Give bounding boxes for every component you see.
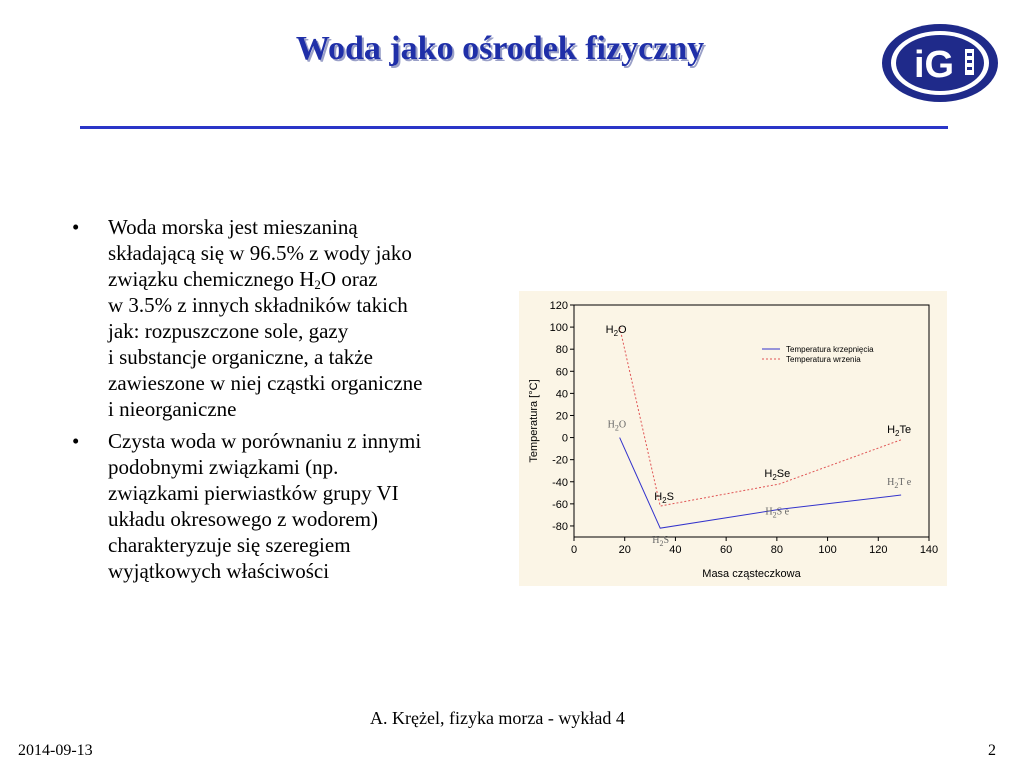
bullet-line: związku chemicznego $H_2O$ oraz — [108, 267, 378, 292]
y-tick-label: 60 — [555, 366, 568, 379]
x-tick-label: 100 — [818, 544, 837, 556]
freezing-point-label: $H_2T$ e — [887, 477, 912, 491]
y-tick-label: 40 — [555, 388, 568, 401]
freezing-point-label: $H_2S$ e — [765, 506, 790, 520]
x-tick-label: 140 — [919, 544, 939, 556]
x-axis-label: Masa cząsteczkowa — [702, 568, 801, 580]
bullet-line: charakteryzuje się szeregiem — [108, 533, 351, 557]
bullet-line: zawieszone w niej cząstki organiczne — [108, 371, 423, 395]
title-underline — [80, 126, 948, 129]
temperature-chart — [519, 291, 947, 586]
y-tick-label: -60 — [552, 498, 568, 511]
y-tick-label: 20 — [555, 410, 568, 423]
y-tick-label: 80 — [555, 344, 568, 357]
y-axis-label: Temperatura [°C] — [528, 379, 540, 463]
bullet-item — [72, 214, 502, 422]
x-tick-label: 60 — [720, 544, 733, 556]
bullet-line: podobnymi związkami (np. — [108, 455, 339, 479]
bullet-line: Czysta woda w porównaniu z innymi — [108, 429, 422, 453]
x-tick-label: 40 — [669, 544, 682, 556]
bullet-line: jak: rozpuszczone sole, gazy — [108, 319, 349, 343]
freezing-point-label: $H_2S$ — [652, 535, 670, 549]
bullet-marker: • — [72, 215, 80, 239]
x-tick-label: 20 — [618, 544, 631, 556]
chart-svg — [519, 291, 947, 586]
y-tick-label: -20 — [552, 454, 568, 467]
slide-title: Woda jako ośrodek fizyczny — [295, 30, 705, 67]
boiling-point-label: $H_2O$ — [605, 324, 627, 339]
bullet-list — [72, 214, 502, 590]
legend-label: Temperatura krzepnięcia — [786, 345, 874, 354]
legend-label: Temperatura wrzenia — [786, 355, 861, 364]
bullet-line: układu okresowego z wodorem) — [108, 507, 379, 531]
bullet-marker: • — [72, 429, 80, 453]
y-tick-label: 120 — [549, 300, 568, 312]
boiling-point-label: $H_2Te$ — [887, 423, 912, 438]
y-tick-label: -40 — [552, 476, 568, 489]
y-tick-label: 0 — [561, 432, 568, 445]
bullet-line: składającą się w 96.5% z wody jako — [108, 241, 412, 265]
bullet-line: i nieorganiczne — [108, 397, 237, 421]
x-tick-label: 120 — [869, 544, 888, 556]
bullet-line: i substancje organiczne, a także — [108, 345, 373, 369]
university-logo-icon — [880, 22, 1000, 104]
bullet-line: związkami pierwiastków grupy VI — [108, 481, 399, 505]
page-number: 2 — [988, 742, 996, 759]
y-tick-label: -80 — [552, 520, 568, 533]
freezing-point-label: $H_2O$ — [607, 419, 627, 433]
x-tick-label: 80 — [770, 544, 783, 556]
plot-area — [574, 305, 929, 537]
logo-lettering: iG — [913, 44, 955, 86]
bullet-line: Woda morska jest mieszaniną — [108, 215, 358, 239]
bullet-item — [72, 428, 502, 584]
bullet-line: w 3.5% z innych składników takich — [108, 293, 408, 317]
x-tick-label: 0 — [570, 544, 578, 556]
slide-date: 2014-09-13 — [18, 742, 93, 759]
boiling-point-label: $H_2S$ — [654, 491, 674, 506]
y-tick-label: 100 — [549, 322, 568, 335]
boiling-point-label: $H_2Se$ — [764, 467, 791, 482]
footer-text: A. Krężel, fizyka morza - wykład 4 — [370, 708, 625, 728]
bullet-line: wyjątkowych właściwości — [108, 559, 330, 583]
freezing-series-line — [620, 438, 901, 529]
